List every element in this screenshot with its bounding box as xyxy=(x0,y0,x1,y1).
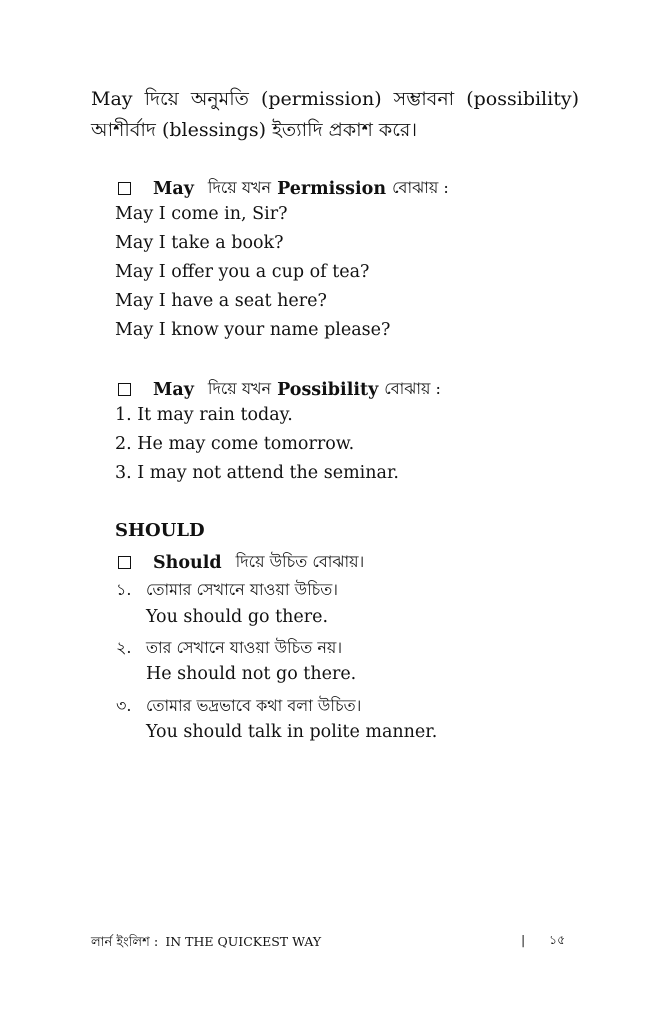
keyword-should: Should xyxy=(153,552,222,573)
example-line: 1. It may rain today. xyxy=(115,405,293,425)
en-translation: You should go there. xyxy=(146,607,329,627)
intro-paragraph: May দিয়ে অনুমতি (permission) সম্ভাবনা (possibility) আশীর্বাদ (blessings) ইত্যাদি প্রকাশ করে। xyxy=(91,88,579,141)
bn-sentence: তার সেখানে যাওয়া উচিত নয়। xyxy=(146,638,343,657)
example-line: May I take a book? xyxy=(115,233,284,253)
en-translation: He should not go there. xyxy=(146,664,357,684)
bn-sentence: তোমার ভদ্রভাবে কথা বলা উচিত। xyxy=(146,696,362,715)
checkbox-square-icon xyxy=(118,556,131,569)
page-number: ১৫ xyxy=(549,932,566,947)
footer-title xyxy=(91,933,321,954)
heading-bn-label: দিয়ে যখন xyxy=(207,178,272,197)
permission-heading xyxy=(118,175,449,202)
example-line: May I know your name please? xyxy=(115,320,391,340)
section-title: SHOULD xyxy=(115,520,205,541)
heading-bn-label: দিয়ে উচিত বোঝায়। xyxy=(235,552,365,571)
item-number: ৩. xyxy=(116,696,132,715)
en-translation: You should talk in polite manner. xyxy=(146,722,438,742)
bn-sentence: তোমার সেখানে যাওয়া উচিত। xyxy=(146,580,339,599)
should-heading xyxy=(118,549,364,576)
heading-suffix: বোঝায় : xyxy=(392,178,449,197)
footer-separator: | xyxy=(521,932,526,947)
heading-concept: Permission xyxy=(277,178,387,199)
example-line: 2. He may come tomorrow. xyxy=(115,434,355,454)
item-number: ১. xyxy=(116,580,132,599)
example-line: May I have a seat here? xyxy=(115,291,327,311)
footer-bn-title: লার্ন ইংলিশ : xyxy=(91,935,159,950)
checkbox-square-icon xyxy=(118,383,131,396)
checkbox-square-icon xyxy=(118,182,131,195)
item-number: ২. xyxy=(116,638,132,657)
footer-en-title: IN THE QUICKEST WAY xyxy=(165,934,322,949)
keyword-may: May xyxy=(153,178,194,199)
bn-example-line xyxy=(116,635,342,662)
example-line: May I offer you a cup of tea? xyxy=(115,262,370,282)
example-line: 3. I may not attend the seminar. xyxy=(115,463,399,483)
keyword-may: May xyxy=(153,379,194,400)
bn-example-line xyxy=(116,577,338,604)
possibility-heading xyxy=(118,376,441,403)
example-line: May I come in, Sir? xyxy=(115,204,288,224)
heading-bn-label: দিয়ে যখন xyxy=(207,379,272,398)
heading-concept: Possibility xyxy=(277,379,379,400)
heading-suffix: বোঝায় : xyxy=(384,379,441,398)
bn-example-line xyxy=(116,693,361,720)
